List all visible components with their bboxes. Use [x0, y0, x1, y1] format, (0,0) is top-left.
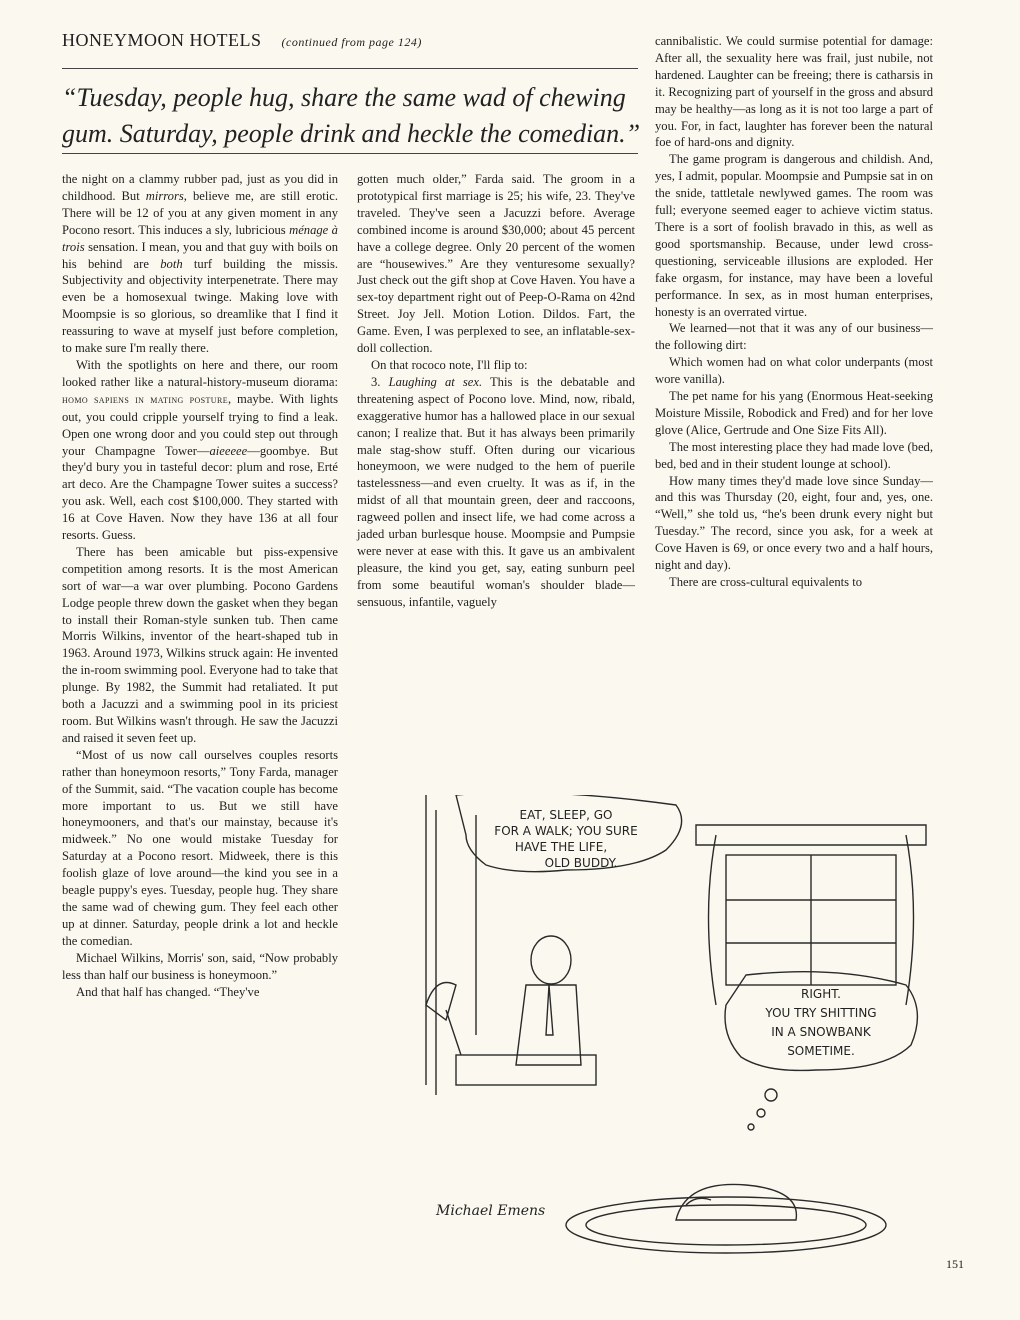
- bubble1-line: HAVE THE LIFE,: [514, 840, 608, 854]
- text-column-3: [655, 33, 933, 591]
- section-header: [62, 30, 638, 51]
- cartoon-illustration: [416, 795, 936, 1275]
- paragraph: 3. Laughing at sex. This is the debatable and threatening aspect of Pocono love. Mind, now, ribald, exaggerative humor has a hallowed place in our sexual canon; I realize that. But it has always been primarily male stag-show stuff. Often during our vicarious honeymoon, we were nudged to the hem of puerile tastelessness—and even cruelty. It was as if, in the midst of all that mountain green, deer and raccoons, ragweed pollen and insect life, we had come across a jaded urban burlesque house. Moompsie and Pumpsie were never at ease with this. It gave us an ambivalent pleasure, the kind you get, say, eating sunburn peel from some beautiful woman's shoulder blade—sensuous, infantile, vaguely: [357, 374, 636, 609]
- page-number: 151: [946, 1257, 964, 1271]
- text-column-1: [62, 171, 338, 1000]
- header-rule: [62, 68, 638, 69]
- thought-dot: [748, 1124, 754, 1130]
- window: [726, 855, 896, 985]
- artist-signature: Michael Emens: [436, 1203, 546, 1219]
- bubble1-line: OLD BUDDY.: [544, 856, 618, 870]
- paragraph: “Most of us now call ourselves couples resorts rather than honeymoon resorts,” Tony Farda, manager of the Summit, said. “The vacation couple has become more important to us. But we still have honeymooners, and that's our mainstay, because it's midweek.” No one would mistake Tuesday for Saturday at a Pocono resort. Midweek, there is this foolish glaze of love around—the kind you see in a beagle puppy's eyes. Tuesday, people hug. They share the same wad of chewing gum. They feel each other up at dinner. Saturday, people drink a lot and heckle the comedian.: [62, 747, 338, 948]
- paragraph: With the spotlights on here and there, our room looked rather like a natural-history-museum diorama: homo sapiens in mating posture, maybe. With lights out, you could cripple yourself trying to find a leak. Open one wrong door and you could step out through your Champagne Tower—aieeeee—goombye. But they'd bury you in tasteful decor: plum and rose, Erté art deco. Are the Champagne Tower suites a success? you ask. Well, each cost $100,000. They started with 16 at Cove Haven. Now they have 136 at all four resorts. Guess.: [62, 357, 338, 543]
- paragraph: The most interesting place they had made love (bed, bed, bed and in their student lounge at school).: [655, 439, 933, 471]
- man-at-desk: [516, 936, 581, 1065]
- paragraph: Michael Wilkins, Morris' son, said, “Now probably less than half our business is honeymoon.”: [62, 950, 338, 982]
- paragraph: How many times they'd made love since Sunday—and this was Thursday (20, eight, four and, yes, one. “Well,” she told us, “he's been drunk every night but Tuesday.” The record, since you ask, for a week at Cove Haven is 69, or once every two and a half hours, night and day).: [655, 473, 933, 573]
- paragraph: On that rococo note, I'll flip to:: [371, 357, 528, 372]
- lamp: [426, 983, 461, 1056]
- section-title: HONEYMOON HOTELS: [62, 30, 262, 50]
- paragraph: Which women had on what color underpants (most wore vanilla).: [655, 355, 933, 387]
- paragraph: We learned—not that it was any of our business—the following dirt:: [655, 321, 933, 353]
- bubble2-line: IN A SNOWBANK: [771, 1025, 871, 1039]
- bubble1-line: EAT, SLEEP, GO: [519, 808, 613, 822]
- curtain-valance: [696, 825, 926, 845]
- thought-dot: [757, 1109, 765, 1117]
- bubble2-line: SOMETIME.: [787, 1044, 855, 1058]
- desk: [456, 1055, 596, 1085]
- bubble2-line: YOU TRY SHITTING: [765, 1006, 877, 1020]
- paragraph: cannibalistic. We could surmise potential for damage: After all, the sexuality here was frail, just nubile, not hardened. Laughter can be freeing; there is catharsis in it. Recognizing part of yourself in the gross and absurd may be healthy—as long as it is not too large a part of you. For, in fact, laughter has forever been the natural foe of hard-ons and dignity.: [655, 34, 933, 150]
- paragraph: gotten much older,” Farda said. The groom in a prototypical first marriage is 25; his wife, 23. They've traveled. They've seen a Jacuzzi before. Average combined income is around $30,000; about 45 percent have a college degree. Only 20 percent of the women are “housewives.” Are they venturesome sexually? Just check out the gift shop at Cove Haven. You have a sex-toy department right out of Peep-O-Rama on 42nd Street. Joy Jell. Motion Lotion. Dildos. Fart, the Game. Even, I was perplexed to see, an inflatable-sex-doll collection.: [357, 172, 635, 356]
- pull-quote-rule: [62, 153, 638, 154]
- rug: [566, 1197, 886, 1253]
- continued-note: (continued from page 124): [281, 35, 422, 49]
- curtain-left: [436, 810, 476, 1095]
- bubble2-line: RIGHT.: [801, 987, 841, 1001]
- paragraph: The pet name for his yang (Enormous Heat-seeking Moisture Missile, Robodick and Fred) and for her love glove (Alice, Gertrude and One Size Fits All).: [655, 389, 933, 437]
- paragraph: And that half has changed. “They've: [76, 984, 260, 999]
- paragraph: There has been amicable but piss-expensive competition among resorts. It is the most American sort of war—a war over plumbing. Pocono Gardens Lodge people threw down the gasket when they began to install their Roman-style sunken tub. Then came Morris Wilkins, inventor of the heart-shaped tub in 1963. Around 1973, Wilkins struck again: He invented the in-room swimming pool. Everyone had to take that plunge. By 1982, the Summit had retaliated. It put both a Jacuzzi and a swimming pool in its priciest room. But Wilkins wasn't through. He saw the Jacuzzi and raised it seven feet up.: [62, 544, 338, 745]
- text-column-2: [357, 171, 635, 611]
- paragraph: The game program is dangerous and childish. And, yes, I admit, popular. Moompsie and Pumpsie sat in on the snide, tattletale newlywed games. The room was full; everyone seemed eager to achieve victim status. There is a sort of foolish bravado in this, as well as good sportsmanship. Because, under lewd cross-questioning, serviceable illusions are exploded. Her fake orgasm, for instance, may have been a loveful performance. In sex, as in most human enterprises, honesty is an overrated virtue.: [655, 152, 933, 319]
- bubble1-line: FOR A WALK; YOU SURE: [494, 824, 638, 838]
- dog-sleeping: [676, 1184, 796, 1220]
- pull-quote: “Tuesday, people hug, share the same wad of chewing gum. Saturday, people drink and heckle the comedian.”: [62, 83, 641, 148]
- thought-dot: [765, 1089, 777, 1101]
- paragraph: the night on a clammy rubber pad, just as you did in childhood. But mirrors, believe me, are still erotic. There will be 12 of you at any given moment in any Pocono resort. This induces a sly, lubricious ménage à trois sensation. I mean, you and that guy with boils on his behind are both turf building the missis. Subjectivity and objectivity interpenetrate. There may even be a homosexual twinge. Making love with Moompsie is so glorious, so dreamlike that I find it reassuring to wave at myself just before completion, to make sure I'm really there.: [62, 172, 338, 356]
- paragraph: There are cross-cultural equivalents to: [669, 575, 863, 589]
